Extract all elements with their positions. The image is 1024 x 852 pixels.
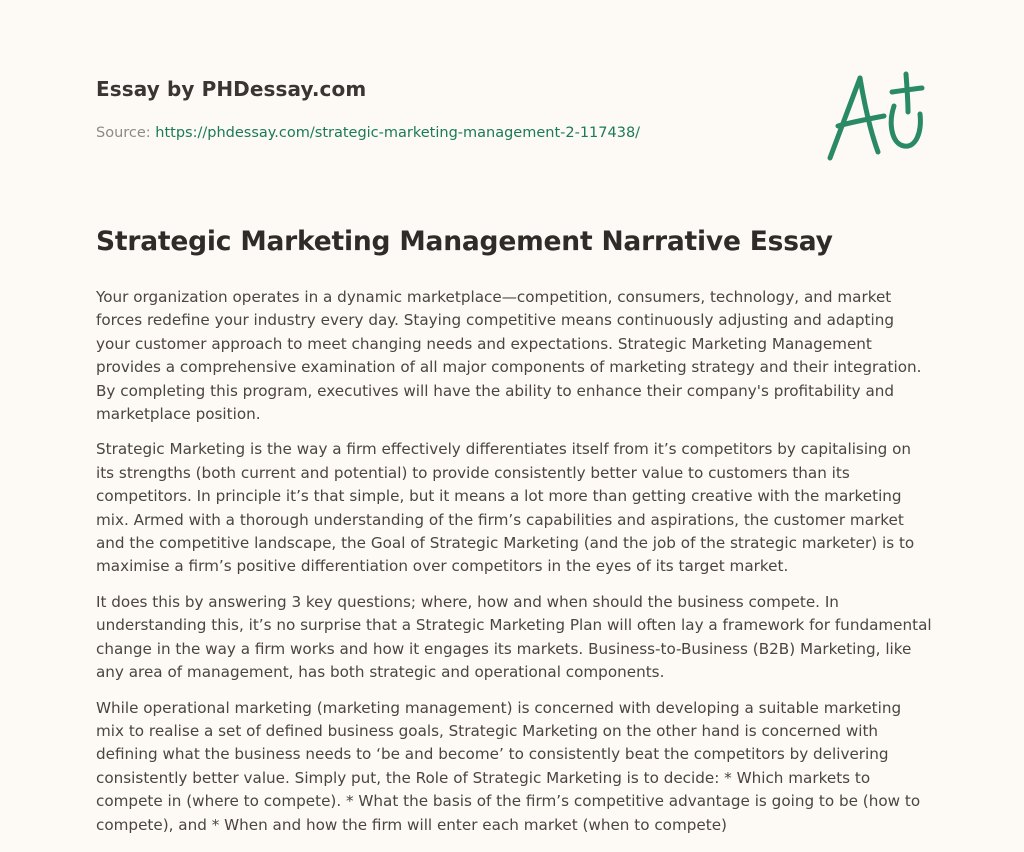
paragraph: While operational marketing (marketing management) is concerned with developing a suitable marketing mix to realise a set of defined business goals, Strategic Marketing on the other hand is concerned with defining what the business needs to ‘be and become’ to consistently beat the competitors by delivering consistently better value. Simply put, the Role of Strategic Marketing is to decide: * Which markets to compete in (where to compete). * What the basis of the firm’s competitive advantage is going to be (how to compete), and * When and how the firm will enter each market (when to compete) <box>96 698 921 834</box>
source-label: Source: <box>96 125 156 141</box>
a-plus-grade-icon <box>822 66 930 166</box>
source-link[interactable]: https://phdessay.com/strategic-marketing-management-2-117438/ <box>155 125 641 141</box>
paragraph: Strategic Marketing is the way a firm effectively differentiates itself from it’s competitors by capitalising on its strengths (both current and potential) to provide consistently better value to customers than its competitors. In principle it’s that simple, but it means a lot more than getting creative with the marketing mix. Armed with a thorough understanding of the firm’s capabilities and aspirations, the customer market and the competitive landscape, the Goal of Strategic Marketing (and the job of the strategic marketer) is to maximise a firm’s positive differentiation over competitors in the eyes of its target market. <box>96 440 915 576</box>
site-brand: Essay by PHDessay.com <box>96 77 367 101</box>
essay-body <box>96 286 932 849</box>
paragraph: Your organization operates in a dynamic marketplace—competition, consumers, technology, and market forces redefine your industry every day. Staying competitive means continuously adjusting and adapting your customer approach to meet changing needs and expectations. Strategic Marketing Management provides a comprehensive examination of all major components of marketing strategy and their integration. By completing this program, executives will have the ability to enhance their company's profitability and marketplace position. <box>96 288 922 424</box>
source-line <box>96 125 640 141</box>
page-title: Strategic Marketing Management Narrative Essay <box>96 226 833 257</box>
paragraph: It does this by answering 3 key questions; where, how and when should the business compete. In understanding this, it’s no surprise that a Strategic Marketing Plan will often lay a framework for fundamental change in the way a firm works and how it engages its markets. Business-to-Business (B2B) Marketing, like any area of management, has both strategic and operational components. <box>96 592 932 682</box>
